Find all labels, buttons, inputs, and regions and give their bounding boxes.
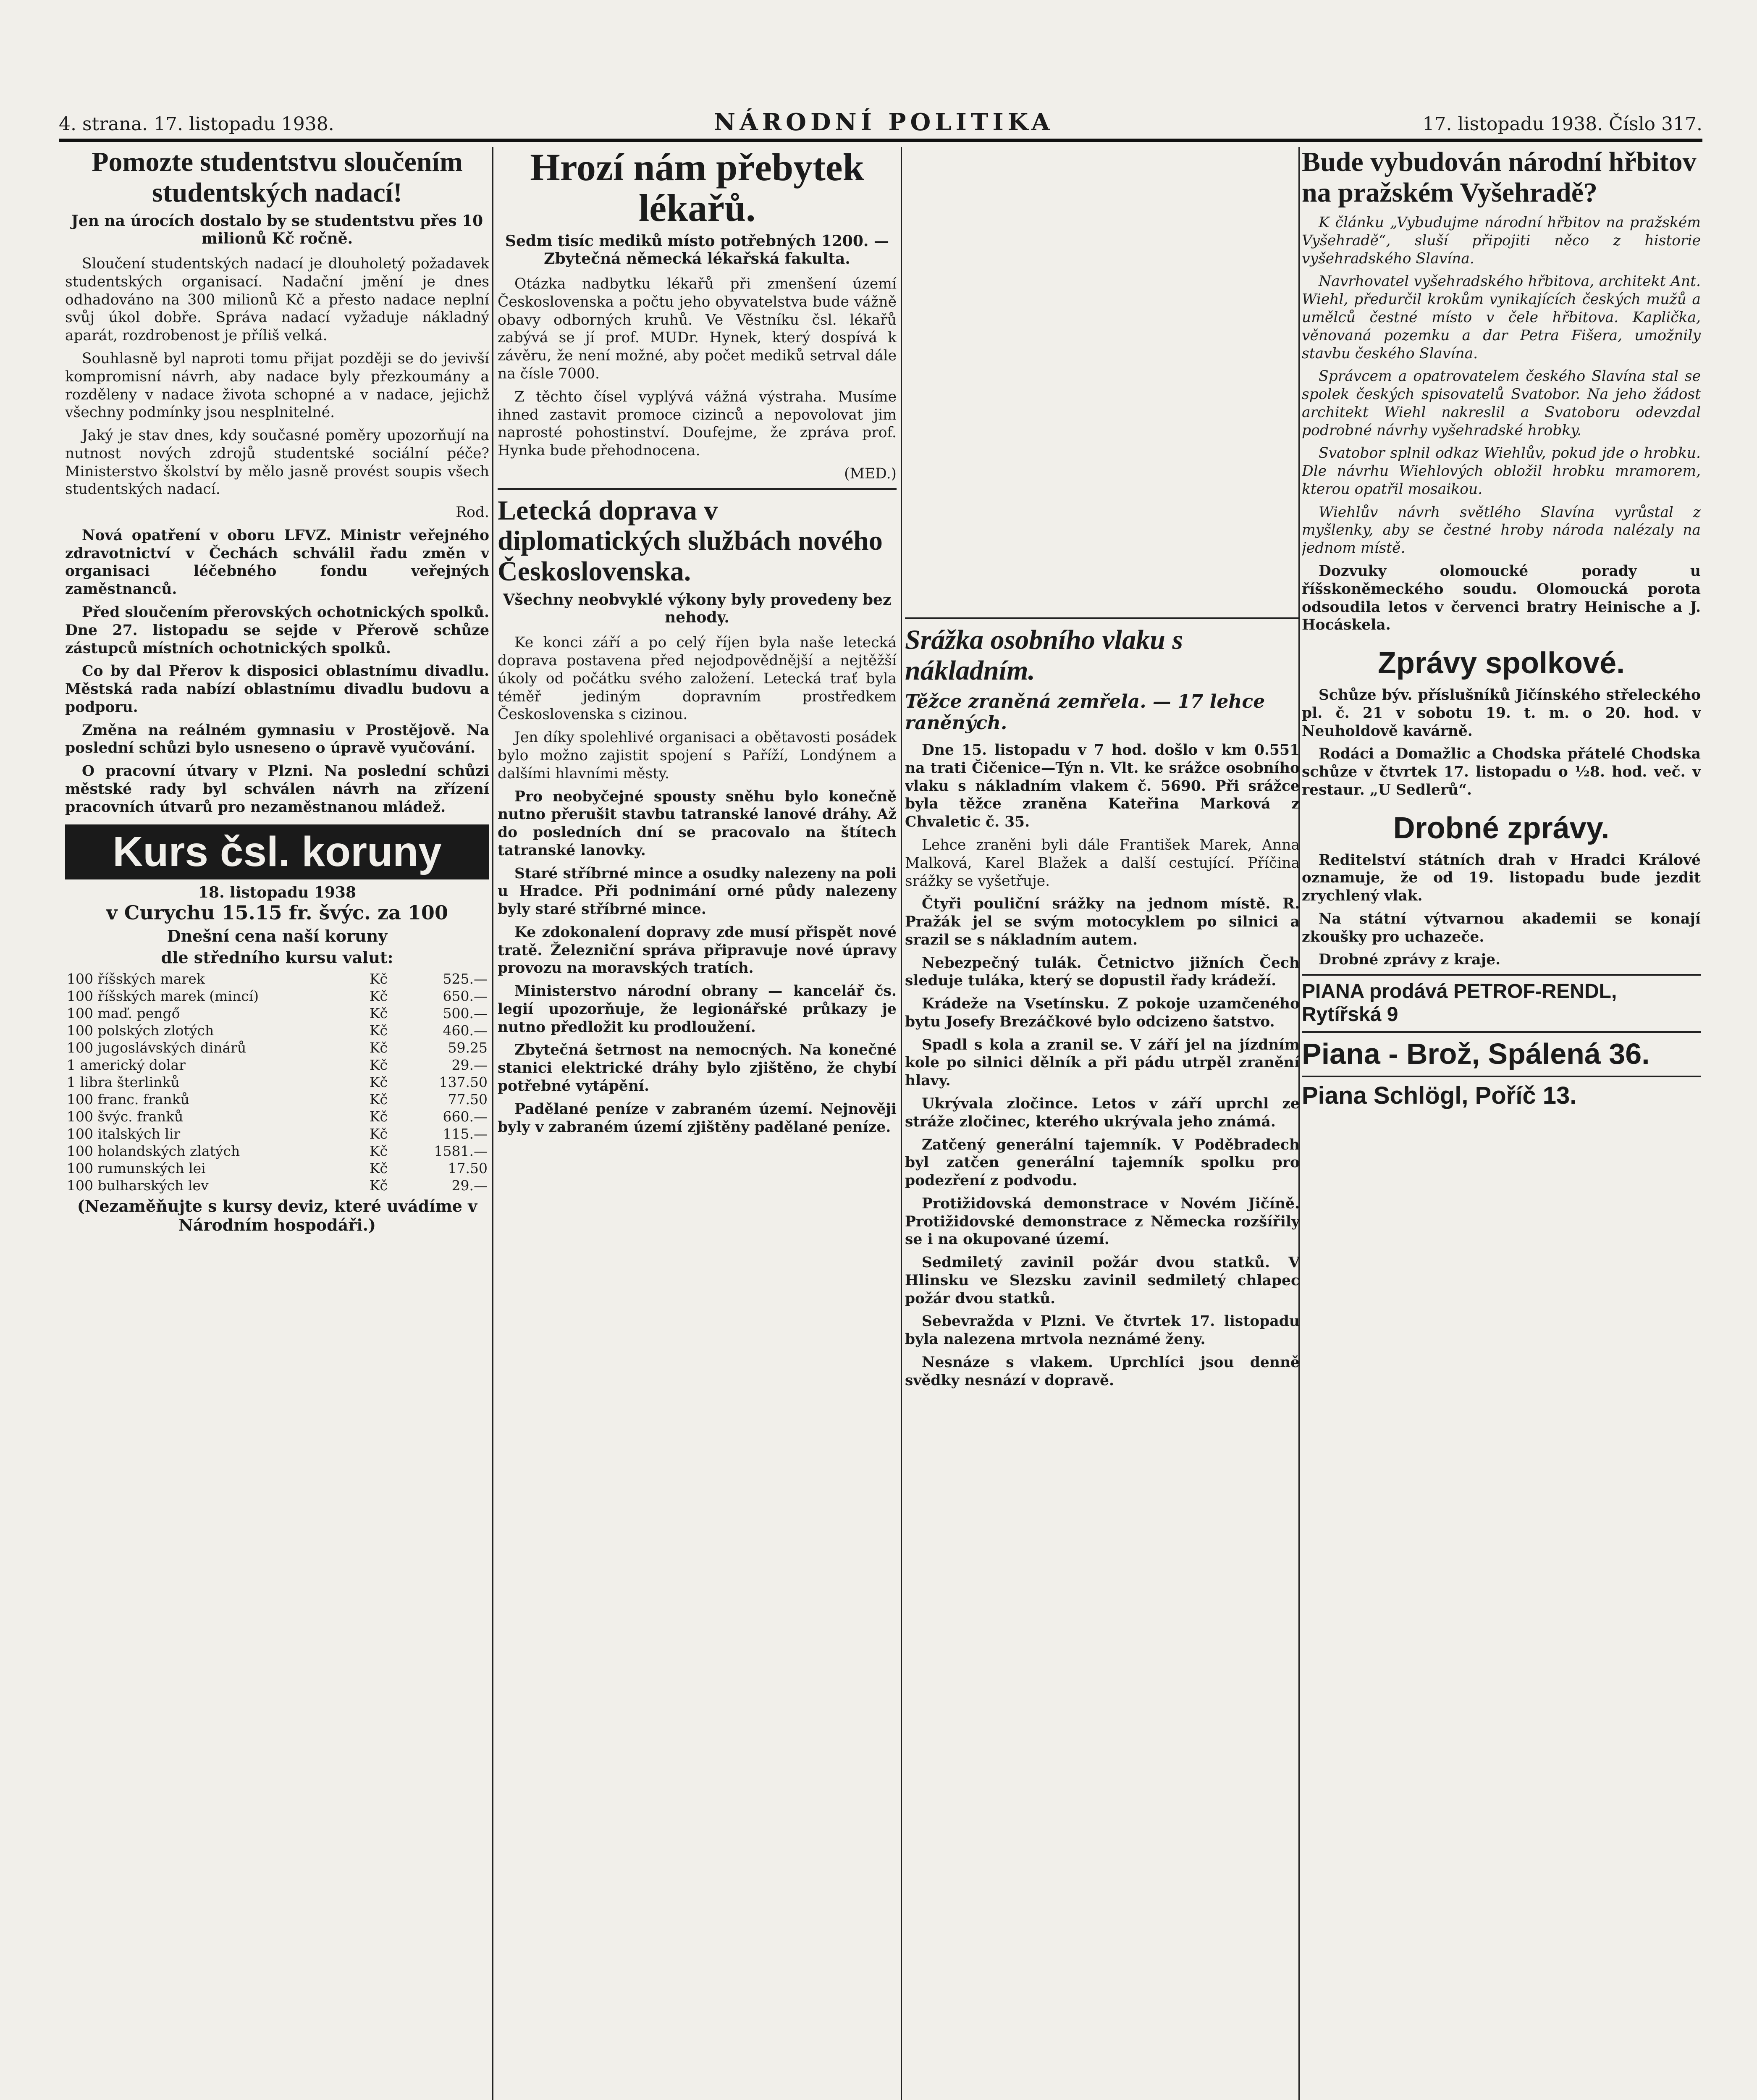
currency-unit: Kč <box>369 1143 388 1160</box>
currency-value: 500.— <box>443 1005 488 1022</box>
article-headline: Bude vybudován národní hřbitov na pražském Vyšehradě? <box>1302 147 1697 208</box>
currency-unit: Kč <box>369 1057 388 1074</box>
article-paragraph: Z těchto čísel vyplývá vážná výstraha. Musíme ihned zastavit promoce cizinců a nepovolovat jim naprosté pohostinství. Doufejme, že zpráva prof. Hynka bude přehodnocena. <box>498 388 897 459</box>
currency-unit: Kč <box>369 1091 388 1108</box>
currency-value: 650.— <box>443 988 488 1005</box>
currency-unit: Kč <box>369 988 388 1005</box>
news-item: Změna na reálném gymnasiu v Prostějově. Na poslední schůzi bylo usneseno o úpravě vyučování. <box>65 722 489 757</box>
article-signature: Rod. <box>456 504 489 521</box>
exchange-rate-row <box>65 1125 489 1142</box>
page-info-right: 17. listopadu 1938. Číslo 317. <box>1422 113 1702 135</box>
currency-value: 460.— <box>443 1022 488 1039</box>
currency-value: 17.50 <box>448 1160 488 1177</box>
currency-value: 29.— <box>451 1057 488 1074</box>
news-item: Protižidovská demonstrace v Novém Jičíně. Protižidovské demonstrace z Německa rozšířily se i na okupované území. <box>905 1195 1300 1248</box>
article-paragraph: Wiehlův návrh světlého Slavína vyrůstal z myšlenky, aby se čestné hroby národa nalézaly na jednom místě. <box>1302 504 1701 557</box>
ad-text: PIANA prodává PETROF-RENDL, Rytířská 9 <box>1302 980 1617 1026</box>
currency-value: 1581.— <box>434 1143 488 1160</box>
article-paragraph: Svatobor splnil odkaz Wiehlův, pokud jde o hrobku. Dle návrhu Wiehlových obložil hrobku mramorem, kterou opatřil mosaikou. <box>1302 445 1701 498</box>
news-item: Nová opatření v oboru LFVZ. Ministr veřejného zdravotnictví v Čechách schválil řadu změn v organisaci léčebného fondu veřejných zaměstnanců. <box>65 527 489 598</box>
exchange-rate-row <box>65 1039 489 1056</box>
currency-name: 100 jugoslávských dinárů <box>67 1040 247 1056</box>
article-paragraph: Navrhovatel vyšehradského hřbitova, architekt Ant. Wiehl, předurčil krokům vynikajících českých mužů a umělců čestné místo v čele hřbitova. Kaplička, věnovaná pozemku a dar Petra Fišera, umožnily stavbu českého Slavína. <box>1302 273 1701 362</box>
currency-unit: Kč <box>369 1160 388 1177</box>
advertisement <box>1302 1076 1701 1110</box>
news-item: Padělané peníze v zabraném území. Nejnověji byly v zabraném území zjištěny padělané peníze. <box>498 1100 897 1136</box>
exchange-rate-row <box>65 987 489 1005</box>
article-subheadline: Sedm tisíc mediků místo potřebných 1200. — Zbytečná německá lékařská fakulta. <box>505 232 889 268</box>
exchange-rate-row <box>65 1074 489 1091</box>
article-paragraph: Ke konci září a po celý říjen byla naše letecká doprava postavena před nejodpovědnější a nejtěžší úkoly od počátku svého založení. Letecká trať byla téměř jediným dopravním prostředkem Československa s cizinou. <box>498 634 897 723</box>
currency-unit: Kč <box>369 1040 388 1056</box>
masthead <box>59 105 1702 143</box>
currency-value: 29.— <box>451 1177 488 1194</box>
news-item: Drobné zprávy z kraje. <box>1319 951 1501 969</box>
article-signature: (MED.) <box>844 465 897 482</box>
exchange-rate-row <box>65 1056 489 1074</box>
currency-unit: Kč <box>369 1108 388 1125</box>
newspaper-title: NÁRODNÍ POLITIKA <box>714 108 1054 136</box>
news-item: Zatčený generální tajemník. V Poděbradech byl zatčen generální tajemník spolku pro podezření z podvodu. <box>905 1136 1300 1189</box>
news-item: Nesnáze s vlakem. Uprchlíci jsou denně svědky nesnází v dopravě. <box>905 1354 1300 1389</box>
masthead-rule <box>59 139 1702 142</box>
article-headline: Letecká doprava v diplomatických službách nového Československa. <box>498 488 897 587</box>
article-paragraph: Otázka nadbytku lékařů při zmenšení území Československa a počtu jeho obyvatelstva bude vážně obavy odborných kruhů. Ve Věstníku čsl. lékařů zabývá se jí prof. MUDr. Hynek, který dospívá k závěru, že není možné, aby počet mediků setrval dále na čísle 7000. <box>498 276 897 383</box>
exchange-rate-row <box>65 1142 489 1160</box>
exchange-rate-row <box>65 1160 489 1177</box>
page-info-left: 4. strana. 17. listopadu 1938. <box>59 113 334 135</box>
article-headline: Srážka osobního vlaku s nákladním. <box>905 617 1300 686</box>
article-paragraph: Sloučení studentských nadací je dlouholetý požadavek studentských organisací. Nadační jmění je dnes odhadováno na 300 milionů Kč a přesto nadace neplní svůj úkol dobře. Správa nadací vyžaduje nákladný aparát, rozdrobenost je příliš velká. <box>65 255 489 344</box>
exchange-rate-table <box>65 970 489 1194</box>
article-paragraph: Jaký je stav dnes, kdy současné poměry upozorňují na nutnost nových zdrojů studentské sociální péče? Ministerstvo školství by mělo jasně provést soupis všech studentských nadací. <box>65 427 489 498</box>
exchange-rate-headline: v Curychu 15.15 fr. švýc. za 100 <box>106 901 448 924</box>
currency-name: 100 bulharských lev <box>67 1177 209 1194</box>
news-item: Ministerstvo národní obrany — kancelář čs. legií upozorňuje, že legionářské průkazy je nutno předložit ku prodloužení. <box>498 983 897 1036</box>
currency-name: 100 polských zlotých <box>67 1022 214 1039</box>
news-item: Dozvuky olomoucké porady u říšskoněmeckého soudu. Olomoucká porota odsoudila letos v červenci bratry Heinische a J. Hocáskela. <box>1302 562 1701 634</box>
currency-value: 77.50 <box>448 1091 488 1108</box>
exchange-rate-row <box>65 1108 489 1125</box>
article-intro: K článku „Vybudujme národní hřbitov na pražském Vyšehradě“, sluší připojiti něco z historie vyšehradského Slavína. <box>1302 214 1701 267</box>
currency-value: 115.— <box>443 1126 488 1142</box>
currency-name: 100 říšských marek <box>67 971 205 987</box>
column-2 <box>498 147 897 2100</box>
currency-name: 100 franc. franků <box>67 1091 190 1108</box>
column-divider <box>901 147 902 2100</box>
news-item: Nebezpečný tulák. Četnictvo jižních Čech sleduje tuláka, který se dopustil řady krádeží. <box>905 954 1300 990</box>
article-paragraph: Dne 15. listopadu v 7 hod. došlo v km 0.551 na trati Čičenice—Týn n. Vlt. ke srážce osobního vlaku s nákladním vlakem č. 5690. Při srážce byla těžce zraněna Kateřina Marková z Chvaletic č. 35. <box>905 742 1300 831</box>
exchange-rate-date: 18. listopadu 1938 <box>198 884 356 902</box>
club-notice: Schůze býv. příslušníků Jičínského střeleckého pl. č. 21 v sobotu 19. t. m. o 20. hod. v Neuholdově kavárně. <box>1302 687 1701 740</box>
news-item: Zbytečná šetrnost na nemocných. Na konečné stanici elektrické dráhy bylo zjištěno, že chybí potřebné vytápění. <box>498 1042 897 1095</box>
news-item: O pracovní útvary v Plzni. Na poslední schůzi městské rady byl schválen návrh na zřízení pracovních útvarů pro nezaměstnanou mládež. <box>65 763 489 816</box>
currency-name: 100 italských lir <box>67 1126 181 1142</box>
section-heading: Drobné zprávy. <box>1393 811 1610 845</box>
currency-unit: Kč <box>369 1126 388 1142</box>
column-divider <box>492 147 493 2100</box>
article-paragraph: Lehce zraněni byli dále František Marek, Anna Malková, Karel Blažek a další cestující. Příčina srážky se vyšetřuje. <box>905 837 1300 890</box>
currency-name: 1 americký dolar <box>67 1057 186 1074</box>
news-item: Ukrývala zločince. Letos v září uprchl ze stráže zločinec, kterého ukrývala jeho známá. <box>905 1095 1300 1130</box>
column-4 <box>1302 147 1701 2100</box>
news-item: Staré stříbrné mince a osudky nalezeny na poli u Hradce. Při podnimání orné půdy nalezeny byly staré stříbrné mince. <box>498 865 897 918</box>
currency-value: 660.— <box>443 1108 488 1125</box>
exchange-rate-row <box>65 1022 489 1039</box>
currency-unit: Kč <box>369 1022 388 1039</box>
section-heading: Zprávy spolkové. <box>1377 646 1625 680</box>
ad-text: Piana Schlögl, Poříč 13. <box>1302 1082 1577 1110</box>
article-subheadline: Všechny neobvyklé výkony byly provedeny bez nehody. <box>503 591 892 627</box>
article-paragraph: Jen díky spolehlivé organisaci a obětavosti posádek bylo možno zajistit spojení s Paříží, Londýnem a dalšími hlavními městy. <box>498 729 897 782</box>
advertisement <box>1302 974 1701 1026</box>
currency-unit: Kč <box>369 1074 388 1091</box>
news-item: Krádeže na Vsetínsku. Z pokoje uzamčeného bytu Josefy Brezáčkové bylo odcizeno šatstvo. <box>905 995 1300 1030</box>
news-item: Reditelství státních drah v Hradci Králové oznamuje, že od 19. listopadu bude jezdit zrychlený vlak. <box>1302 851 1701 905</box>
article-paragraph: Správcem a opatrovatelem českého Slavína stal se spolek českých spisovatelů Svatobor. Na jeho žádost architekt Wiehl nakreslil a Svatoboru odevzdal podrobné návrhy vyšehradské hrobky. <box>1302 368 1701 439</box>
ad-text: Piana - Brož, Spálená 36. <box>1302 1037 1650 1071</box>
advertisement <box>1302 1031 1701 1071</box>
continued-article-space <box>905 147 1300 617</box>
news-item: Na státní výtvarnou akademii se konají zkoušky pro uchazeče. <box>1302 910 1701 945</box>
exchange-rate-title: Kurs čsl. koruny <box>65 824 489 879</box>
exchange-rate-row <box>65 1091 489 1108</box>
news-item: Čtyři pouliční srážky na jednom místě. R. Pražák jel se svým motocyklem po silnici a srazil se s nákladním autem. <box>905 895 1300 948</box>
article-paragraph: Souhlasně byl naproti tomu přijat později se do jevivší kompromisní návrh, aby nadace byly přezkoumány a rozděleny v nadace života schopné a v nadace, jejichž všechny podmínky jsou nesplnitelné. <box>65 350 489 421</box>
news-item: Sebevražda v Plzni. Ve čtvrtek 17. listopadu byla nalezena mrtvola neznámé ženy. <box>905 1313 1300 1348</box>
currency-unit: Kč <box>369 1005 388 1022</box>
article-subheadline: Jen na úrocích dostalo by se studentstvu přes 10 milionů Kč ročně. <box>71 212 483 248</box>
news-item: Sedmiletý zavinil požár dvou statků. V Hlinsku ve Slezsku zavinil sedmiletý chlapec požár dvou statků. <box>905 1254 1300 1307</box>
exchange-rate-row <box>65 1005 489 1022</box>
news-item: Pro neobyčejné spousty sněhu bylo konečně nutno přerušit stavbu tatranské lanové dráhy. Až do posledních dní se pracovalo na štítech tatranské lanovky. <box>498 788 897 859</box>
currency-name: 100 švýc. franků <box>67 1108 184 1125</box>
currency-value: 59.25 <box>448 1040 488 1056</box>
currency-name: 1 libra šterlinků <box>67 1074 180 1091</box>
currency-value: 525.— <box>443 971 488 987</box>
currency-unit: Kč <box>369 971 388 987</box>
news-item: Co by dal Přerov k disposici oblastnímu divadlu. Městská rada nabízí oblastnímu divadlu budovu a podporu. <box>65 663 489 716</box>
exchange-rate-footer: (Nezaměňujte s kursy deviz, které uvádíme v Národním hospodáři.) <box>77 1197 477 1235</box>
currency-unit: Kč <box>369 1177 388 1194</box>
currency-name: 100 říšských marek (mincí) <box>67 988 259 1005</box>
currency-name: 100 rumunských lei <box>67 1160 206 1177</box>
article-subheadline: Těžce zraněná zemřela. — 17 lehce raněných. <box>905 691 1265 734</box>
exchange-rate-row <box>65 970 489 987</box>
news-item: Spadl s kola a zranil se. V září jel na jízdním kole po silnici dělník a při pádu utrpěl zranění hlavy. <box>905 1036 1300 1089</box>
currency-name: 100 maď. pengő <box>67 1005 180 1022</box>
exchange-rate-sub: Dnešní cena naší koruny <box>167 927 388 946</box>
currency-value: 137.50 <box>439 1074 488 1091</box>
article-headline: Hrozí nám přebytek lékařů. <box>530 147 864 229</box>
column-3 <box>905 147 1300 2100</box>
column-1 <box>65 147 489 2100</box>
currency-name: 100 holandských zlatých <box>67 1143 240 1160</box>
article-headline: Pomozte studentstvu sloučením studentských nadací! <box>92 147 463 208</box>
club-notice: Rodáci a Domažlic a Chodska přátelé Chodska schůze v čtvrtek 17. listopadu o ½8. hod. več. v restaur. „U Sedlerů“. <box>1302 746 1701 798</box>
exchange-rate-sub2: dle středního kursu valut: <box>161 948 393 967</box>
exchange-rate-row <box>65 1177 489 1194</box>
news-item: Před sloučením přerovských ochotnických spolků. Dne 27. listopadu se sejde v Přerově schůze zástupců místních ochotnických spolků. <box>65 604 489 657</box>
news-item: Ke zdokonalení dopravy zde musí přispět nové tratě. Železniční správa připravuje nové úpravy provozu na moravských tratích. <box>498 924 897 977</box>
